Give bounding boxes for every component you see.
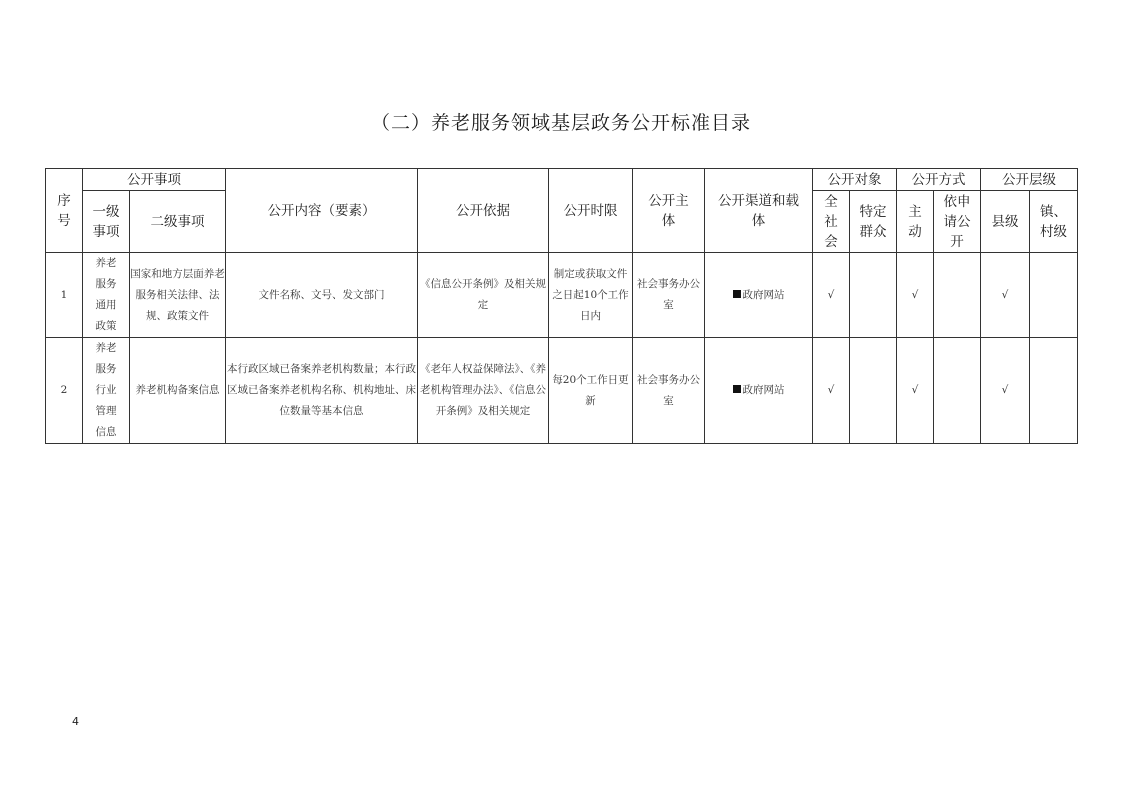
header-method-apply-label: 依申请公开 (943, 193, 971, 250)
header-subject (633, 169, 705, 253)
row-time-limit: 制定或获取文件之日起10个工作日内 (549, 253, 633, 338)
page-number: 4 (72, 715, 79, 728)
row-audience-all: √ (813, 338, 850, 444)
header-level1-label: 一级事项 (92, 203, 120, 240)
table-row (46, 338, 1078, 444)
header-audience-all-label: 全社会 (824, 193, 838, 250)
row-audience-all: √ (813, 253, 850, 338)
square-bullet-icon (733, 385, 741, 393)
square-bullet-icon (733, 290, 741, 298)
row-level-county: √ (981, 253, 1030, 338)
header-method: 公开方式 (897, 169, 981, 191)
row-audience-specific (850, 338, 897, 444)
row-content: 本行政区域已备案养老机构数量；本行政区域已备案养老机构名称、机构地址、床位数量等基本信息 (226, 338, 418, 444)
row-level1-text: 养老服务通用政策 (95, 257, 117, 332)
header-method-active (897, 191, 934, 253)
row-level-town (1030, 253, 1078, 338)
header-method-active-label: 主动 (908, 203, 922, 240)
row-channel (705, 253, 813, 338)
row-level1-text: 养老服务行业管理信息 (95, 342, 117, 438)
header-audience-all (813, 191, 850, 253)
row-time-limit: 每20个工作日更新 (549, 338, 633, 444)
row-audience-specific (850, 253, 897, 338)
header-basis: 公开依据 (418, 169, 549, 253)
header-audience-specific (850, 191, 897, 253)
header-level1 (83, 191, 130, 253)
header-seq-label: 序号 (57, 192, 71, 229)
row-method-active: √ (897, 253, 934, 338)
row-method-apply (934, 338, 981, 444)
header-channel-label: 公开渠道和载体 (718, 192, 799, 229)
header-time-limit: 公开时限 (549, 169, 633, 253)
row-level2: 国家和地方层面养老服务相关法律、法规、政策文件 (130, 253, 226, 338)
row-seq: 2 (46, 338, 83, 444)
row-level-county: √ (981, 338, 1030, 444)
row-level1 (83, 253, 130, 338)
header-audience-specific-label: 特定群众 (859, 203, 887, 240)
header-level-town (1030, 191, 1078, 253)
header-seq (46, 169, 83, 253)
header-content: 公开内容（要素） (226, 169, 418, 253)
row-method-apply (934, 253, 981, 338)
header-level-town-label: 镇、村级 (1040, 203, 1067, 240)
header-audience: 公开对象 (813, 169, 897, 191)
row-level2: 养老机构备案信息 (130, 338, 226, 444)
header-method-apply (934, 191, 981, 253)
row-level1 (83, 338, 130, 444)
header-level-county: 县级 (981, 191, 1030, 253)
catalog-table (45, 168, 1078, 444)
header-channel (705, 169, 813, 253)
table-row (46, 253, 1078, 338)
header-subject-label: 公开主体 (648, 192, 689, 229)
row-basis: 《信息公开条例》及相关规定 (418, 253, 549, 338)
header-level2: 二级事项 (130, 191, 226, 253)
row-channel (705, 338, 813, 444)
row-content: 文件名称、文号、发文部门 (226, 253, 418, 338)
row-basis: 《老年人权益保障法》、《养老机构管理办法》、《信息公开条例》及相关规定 (418, 338, 549, 444)
header-level: 公开层级 (981, 169, 1078, 191)
row-channel-text: 政府网站 (742, 384, 785, 396)
row-subject: 社会事务办公室 (633, 253, 705, 338)
row-channel-text: 政府网站 (742, 288, 785, 301)
row-seq: 1 (46, 253, 83, 338)
row-subject: 社会事务办公室 (633, 338, 705, 444)
row-level-town (1030, 338, 1078, 444)
page-title: （二）养老服务领域基层政务公开标准目录 (370, 112, 751, 134)
header-public-item: 公开事项 (83, 169, 226, 191)
row-method-active: √ (897, 338, 934, 444)
